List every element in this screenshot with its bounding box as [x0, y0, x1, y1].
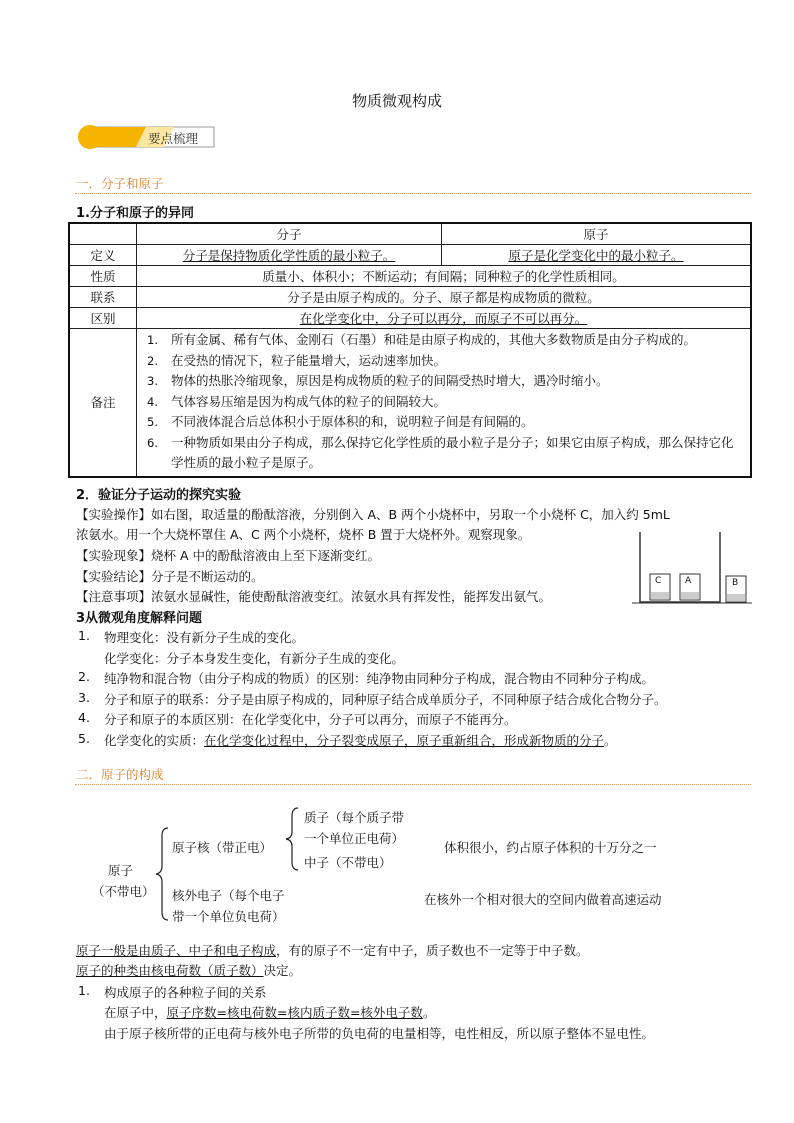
diagram-proton-line1: 质子（每个质子带	[304, 810, 405, 825]
list-item: 纯净物和混合物（由分子构成的物质）的区别：纯净物由同种分子构成，混合物由不同种分子构成。	[104, 671, 655, 686]
note-item: 6. 一种物质如果由分子构成，那么保持它化学性质的最小粒子是分子；如果它由原子构成，那么保持它化学性质的最小粒子是原子。	[147, 434, 734, 470]
badge-label: 要点梳理	[148, 131, 199, 146]
list-number: 5.	[78, 731, 90, 746]
subheading-1: 1.分子和原子的异同	[76, 206, 194, 221]
col-header-molecule: 分子	[137, 223, 442, 245]
row-label-difference: 区别	[69, 308, 137, 329]
cell-relation: 分子是由原子构成的。分子、原子都是构成物质的微粒。	[137, 287, 752, 308]
section-badge	[76, 124, 216, 150]
section-divider	[75, 193, 751, 194]
atom-type-line: 原子的种类由核电荷数（质子数）决定。	[76, 963, 302, 978]
list-item: 化学变化：分子本身发生变化，有新分子生成的变化。	[104, 651, 405, 666]
table-row	[69, 308, 751, 329]
diagram-electron-desc: 在核外一个相对很大的空间内做着高速运动	[424, 892, 662, 907]
relation-heading: 构成原子的各种粒子间的关系	[104, 985, 267, 1000]
cell-notes	[137, 329, 752, 477]
table-row	[69, 287, 751, 308]
note-item: 1. 所有金属、稀有气体、金刚石（石墨）和硅是由原子构成的，其他大多数物质是由分子构成的。	[147, 332, 697, 347]
section-heading-1: 一．分子和原子	[76, 176, 164, 191]
list-item: 物理变化：没有新分子生成的变化。	[104, 630, 305, 645]
experiment-observation: 【实验现象】烧杯 A 中的酚酞溶液由上至下逐渐变红。	[76, 548, 381, 563]
cell-def-molecule: 分子是保持物质化学性质的最小粒子。	[137, 245, 442, 266]
diagram-proton-line2: 一个单位正电荷）	[304, 831, 405, 846]
list-item: 分子和原子的本质区别：在化学变化中，分子可以再分，而原子不能再分。	[104, 712, 517, 727]
diagram-nucleus: 原子核（带正电）	[172, 840, 273, 855]
table-row	[69, 329, 751, 477]
row-label-definition: 定义	[69, 245, 137, 266]
brace-nucleus	[284, 806, 302, 872]
list-number: 4.	[78, 710, 90, 725]
atom-composition-line: 原子一般是由质子、中子和电子构成，有的原子不一定有中子，质子数也不一定等于中子数。	[76, 943, 589, 958]
experiment-conclusion: 【实验结论】分子是不断运动的。	[76, 569, 264, 584]
note-item: 4. 气体容易压缩是因为构成气体的粒子的间隔较大。	[147, 393, 447, 409]
diagram-atom-note: （不带电）	[92, 884, 155, 899]
cell-def-atom: 原子是化学变化中的最小粒子。	[442, 245, 752, 266]
list-item: 化学变化的实质：在化学变化过程中，分子裂变成原子，原子重新组合，形成新物质的分子。	[104, 733, 617, 748]
experiment-operation-line2: 浓氨水。用一个大烧杯罩住 A、C 两个小烧杯，烧杯 B 置于大烧杯外。观察现象。	[76, 527, 531, 542]
relation-equation: 在原子中，原子序数=核电荷数=核内质子数=核外电子数。	[104, 1005, 436, 1020]
diagram-electron-line1: 核外电子（每个电子	[172, 888, 285, 903]
list-number: 1.	[78, 983, 90, 998]
diagram-atom: 原子	[108, 863, 134, 878]
neutrality-explanation: 由于原子核所带的正电荷与核外电子所带的负电荷的电量相等，电性相反，所以原子整体不显电性。	[104, 1026, 655, 1041]
diagram-nucleus-desc: 体积很小，约占原子体积的十万分之一	[444, 840, 657, 855]
list-number: 3.	[78, 690, 90, 705]
section-heading-2: 二．原子的构成	[76, 767, 164, 782]
section-divider	[75, 784, 751, 785]
page-title: 物质微观构成	[351, 92, 442, 110]
col-header-atom: 原子	[442, 223, 752, 245]
cell-property: 质量小、体积小；不断运动；有间隔；同种粒子的化学性质相同。	[137, 266, 752, 287]
subheading-3: 3从微观角度解释问题	[76, 611, 203, 626]
note-item: 3. 物体的热胀冷缩现象，原因是构成物质的粒子的间隔受热时增大，遇冷时缩小。	[147, 373, 609, 388]
cell-difference: 在化学变化中，分子可以再分，而原子不可以再分。	[137, 308, 752, 329]
table-header-row	[69, 223, 751, 245]
comparison-table	[68, 222, 752, 478]
beaker-a-label: A	[685, 576, 692, 586]
table-corner-cell	[69, 223, 137, 245]
subheading-2: 2．验证分子运动的探究实验	[76, 488, 242, 503]
diagram-electron-line2: 带一个单位负电荷）	[172, 909, 285, 924]
experiment-notes: 【注意事项】浓氨水显碱性，能使酚酞溶液变红。浓氨水具有挥发性，能挥发出氨气。	[76, 589, 552, 604]
notes-list	[145, 330, 744, 474]
list-number: 2.	[78, 669, 90, 684]
list-number: 1.	[78, 628, 90, 643]
experiment-operation-line1: 【实验操作】如右图，取适量的酚酞溶液，分别倒入 A、B 两个小烧杯中，另取一个小烧杯 C，加入约 5mL	[76, 507, 670, 522]
beaker-b-label: B	[732, 578, 739, 588]
diagram-neutron: 中子（不带电）	[304, 855, 392, 870]
row-label-relation: 联系	[69, 287, 137, 308]
row-label-notes: 备注	[69, 329, 137, 477]
note-item: 5. 不同液体混合后总体积小于原体积的和，说明粒子间是有间隔的。	[147, 414, 534, 429]
table-row	[69, 245, 751, 266]
brace-atom	[154, 826, 172, 922]
beaker-c-label: C	[655, 576, 662, 586]
table-row	[69, 266, 751, 287]
note-item: 2. 在受热的情况下，粒子能量增大，运动速率加快。	[147, 352, 447, 368]
list-item: 分子和原子的联系：分子是由原子构成的，同种原子结合成单质分子，不同种原子结合成化合物分子。	[104, 692, 667, 707]
beaker-illustration	[624, 528, 754, 608]
row-label-property: 性质	[69, 266, 137, 287]
